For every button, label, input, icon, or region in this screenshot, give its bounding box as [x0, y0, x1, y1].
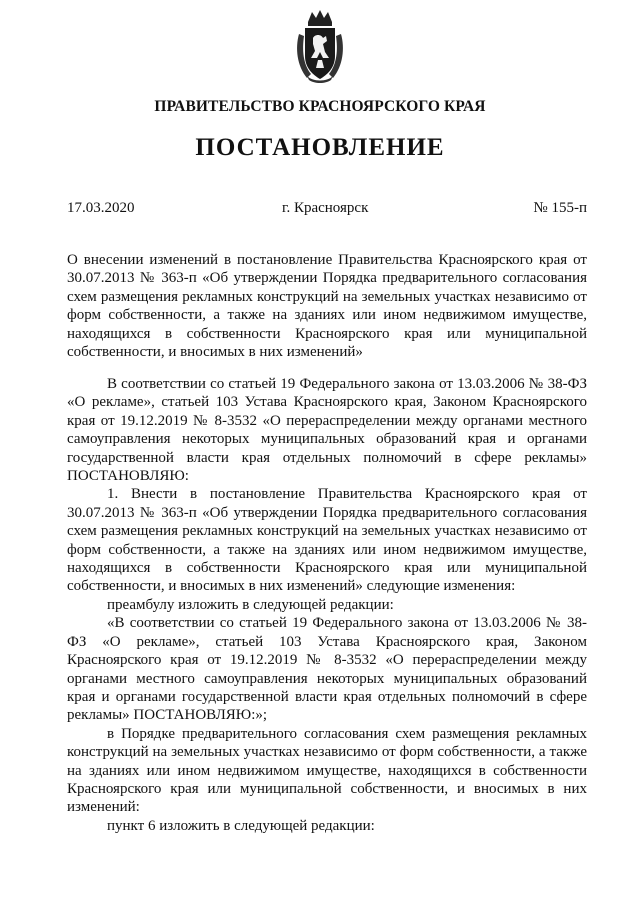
point-6-paragraph: пункт 6 изложить в следующей редакции:: [107, 817, 375, 834]
document-title-block: [67, 251, 587, 361]
procedure-change-paragraph: в Порядке предварительного согласования схем размещения рекламных конструкций на земельных участках независимо от форм собственности, а также на зданиях или ином недвижимом имуществе, находящихся в собственности Красноярского края или муниципальной собственности, и вносимых в них изменений:: [67, 725, 587, 816]
coat-of-arms-icon: [293, 8, 347, 84]
item-1-paragraph: 1. Внести в постановление Правительства Красноярского края от 30.07.2013 № 363-п «Об утверждении Порядка предварительного согласования схем размещения рекламных конструкций на земельных участках независимо от форм собственности, а также на зданиях или ином недвижимом имуществе, находящихся в собственности Красноярского края или муниципальной собственности, и вносимых в них изменений» следующие изменения:: [67, 486, 587, 595]
document-date: 17.03.2020: [67, 200, 135, 216]
document-city: г. Красноярск: [282, 200, 369, 216]
preamble-change-paragraph: преамбулу изложить в следующей редакции:: [107, 596, 394, 613]
document-title: О внесении изменений в постановление Правительства Красноярского края от 30.07.2013 № 363-п «Об утверждении Порядка предварительного согласования схем размещения рекламных конструкций на земельных участках независимо от форм собственности, а также на зданиях или ином недвижимом имуществе, находящихся в собственности Красноярского края или муниципальной собственности, и вносимых в них изменений»: [67, 252, 587, 361]
document-meta-row: [67, 200, 587, 220]
document-body: [67, 375, 587, 835]
organization-name: ПРАВИТЕЛЬСТВО КРАСНОЯРСКОГО КРАЯ: [154, 98, 486, 115]
document-number: № 155-п: [533, 200, 587, 216]
document-type-heading: ПОСТАНОВЛЕНИЕ: [195, 134, 445, 161]
preamble-paragraph: В соответствии со статьей 19 Федерального закона от 13.03.2006 № 38-ФЗ «О рекламе», статьей 103 Устава Красноярского края, Законом Красноярского края от 19.12.2019 № 8-3532 «О перераспределении между органами местного самоуправления некоторых муниципальных образований края и органами государственной власти края отдельных полномочий в сфере рекламы» ПОСТАНОВЛЯЮ:: [67, 376, 587, 485]
new-preamble-paragraph: «В соответствии со статьей 19 Федерального закона от 13.03.2006 № 38-ФЗ «О рекламе», статьей 103 Устава Красноярского края, Законом Красноярского края от 19.12.2019 № 8-3532 «О перераспределении между органами местного самоуправления некоторых муниципальных образований края и органами государственной власти края отдельных полномочий в сфере рекламы» ПОСТАНОВЛЯЮ:»;: [67, 615, 587, 724]
